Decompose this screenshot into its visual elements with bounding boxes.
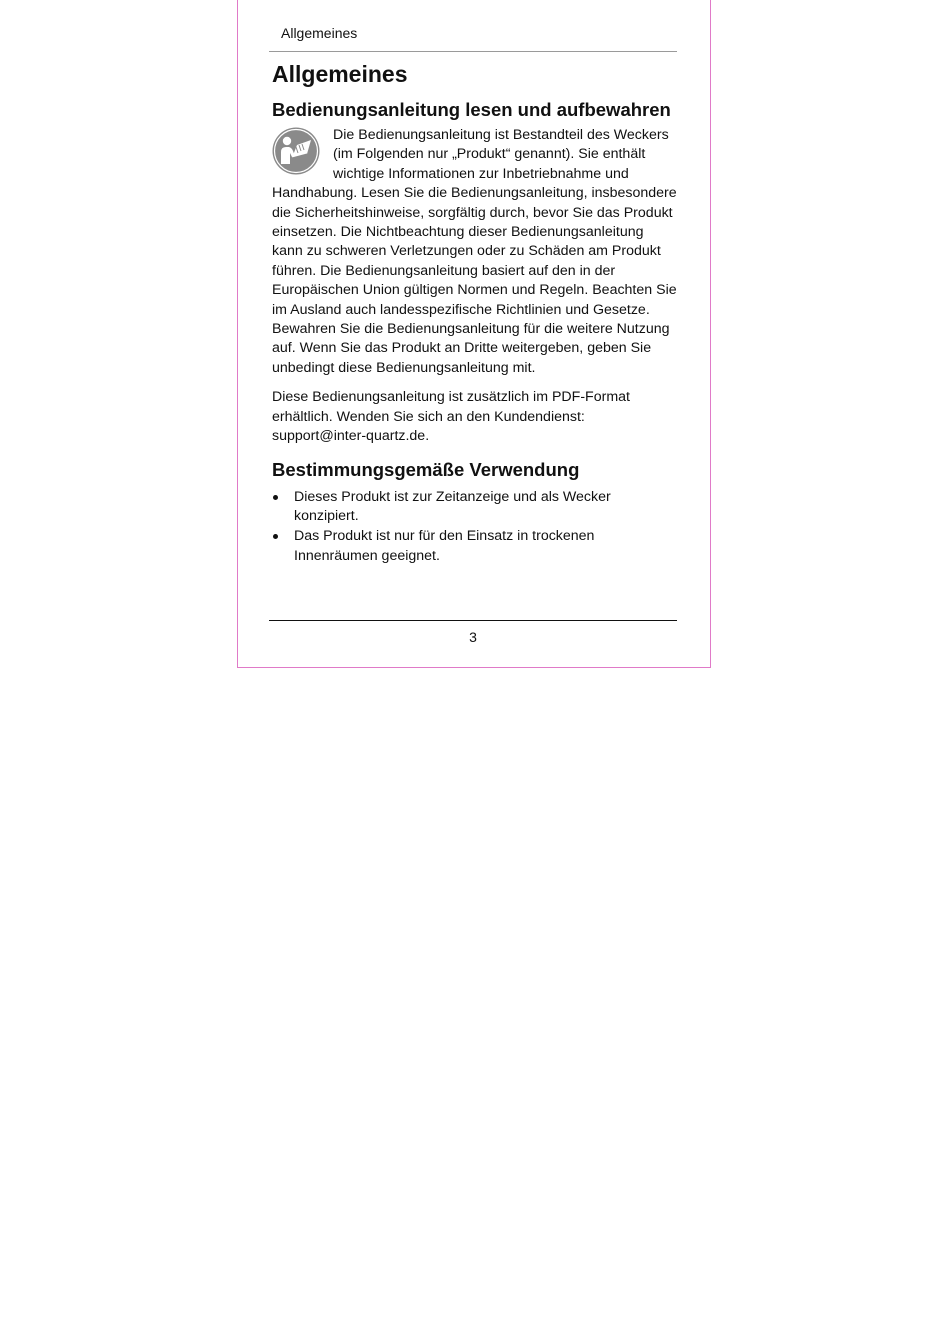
header-divider [269,51,677,52]
section-heading-read-manual: Bedienungsanleitung lesen und aufbewahren [272,99,671,120]
intro-paragraph [272,126,678,378]
list-item: Das Produkt ist nur für den Einsatz in trockenen Innenräumen geeignet. [272,527,678,566]
running-header: Allgemeines [281,25,358,41]
book-reading-icon [272,127,320,175]
list-item: Dieses Produkt ist zur Zeitanzeige und als Wecker konzipiert. [272,488,678,527]
page-content [272,58,678,567]
section-heading-intended-use: Bestimmungsgemäße Verwendung [272,458,580,480]
page-title: Allgemeines [272,61,408,87]
intro-text: Die Bedienungsanleitung ist Bestandteil des Weckers (im Folgenden nur „Produkt“ genannt). Sie enthält wichtige Informationen zur Inbetriebnahme und Handhabung. Lesen Sie die Bedienungsanleitung, insbesondere die Sicherheitshinweise, sorgfältig durch, bevor Sie das Produkt einsetzen. Die Nichtbeachtung dieser Bedienungsanleitung kann zu schweren Verletzungen oder zu Schäden am Produkt führen. Die Bedienungsanleitung basiert auf den in der Europäischen Union gültigen Normen und Regeln. Beachten Sie im Ausland auch landesspezifische Richtlinien und Gesetze. Bewahren Sie die Bedienungsanleitung für die weitere Nutzung auf. Wenn Sie das Produkt an Dritte weitergeben, geben Sie unbedingt diese Bedienungsanleitung mit. [272,127,677,376]
pdf-info-paragraph: Diese Bedienungsanleitung ist zusätzlich im PDF-Format erhältlich. Wenden Sie sich an den Kundendienst: support@inter-quartz.de. [272,389,630,445]
footer-divider [269,620,677,621]
page-number: 3 [469,629,477,645]
intended-use-list [272,488,678,567]
